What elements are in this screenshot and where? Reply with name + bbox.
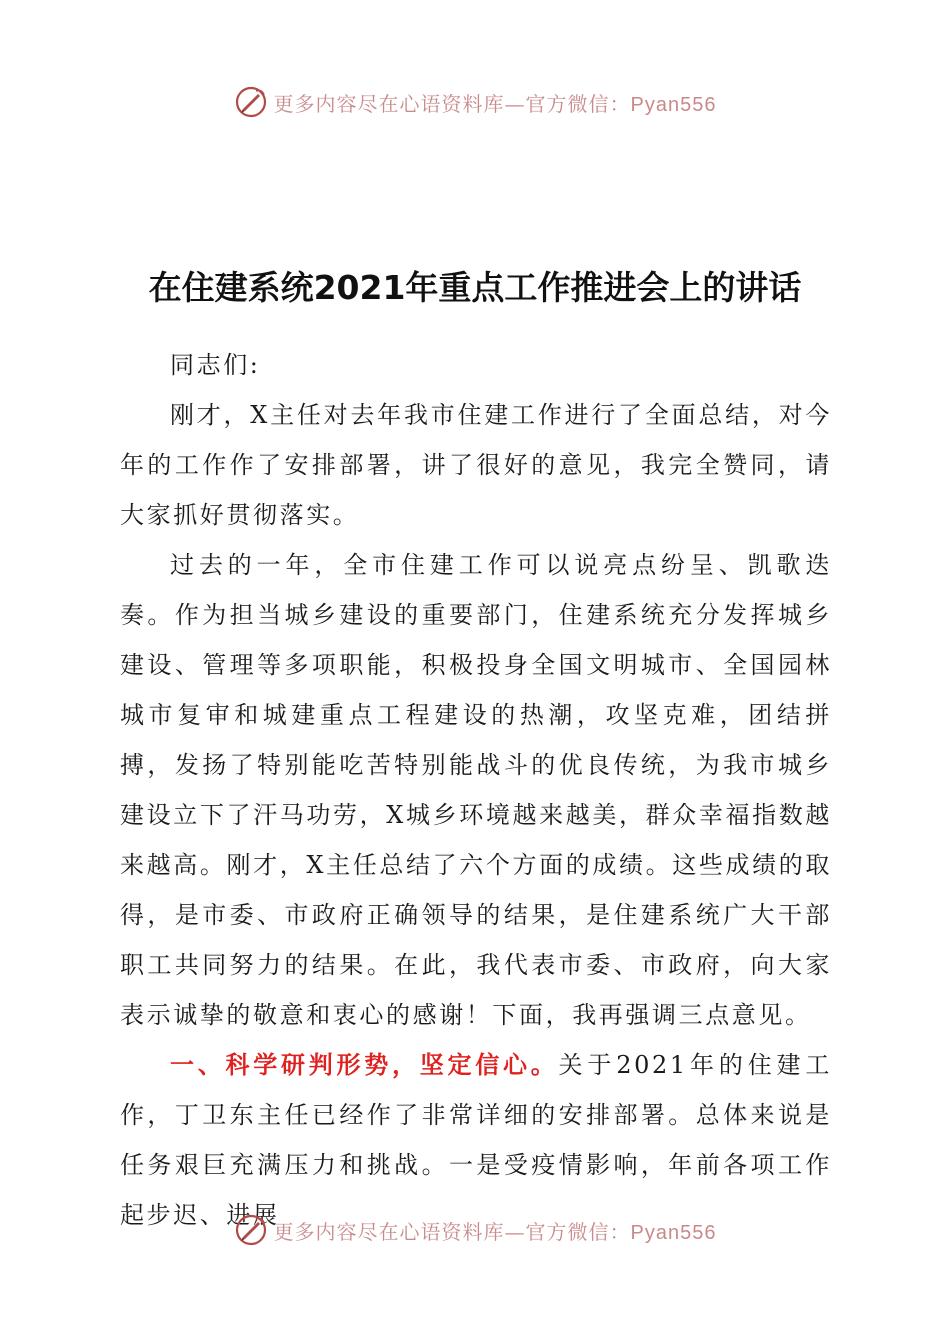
header-watermark [0,82,950,122]
document-title: 在住建系统2021年重点工作推进会上的讲话 [148,268,802,307]
paragraph: 刚才，X主任对去年我市住建工作进行了全面总结，对今年的工作作了安排部署，讲了很好的意见，我完全赞同，请大家抓好贯彻落实。 [120,401,832,529]
document-body [120,340,832,1240]
section-text: 关于2021年的住建工作，丁卫东主任已经作了非常详细的安排部署。总体来说是任务艰巨充满压力和挑战。一是受疫情影响，年前各项工作起步迟、进展 [120,1051,832,1229]
section-heading: 一、科学研判形势，坚定信心。 [170,1051,559,1079]
pen-circle-logo-icon [234,1213,268,1247]
paragraph: 过去的一年，全市住建工作可以说亮点纷呈、凯歌迭奏。作为担当城乡建设的重要部门，住建系统充分发挥城乡建设、管理等多项职能，积极投身全国文明城市、全国园林城市复审和城建重点工程建设的热潮，攻坚克难，团结拼搏，发扬了特别能吃苦特别能战斗的优良传统，为我市城乡建设立下了汗马功劳，X城乡环境越来越美，群众幸福指数越来越高。刚才，X主任总结了六个方面的成绩。这些成绩的取得，是市委、市政府正确领导的结果，是住建系统广大干部职工共同努力的结果。在此，我代表市委、市政府，向大家表示诚挚的敬意和衷心的感谢！下面，我再强调三点意见。 [120,551,832,1029]
watermark-text: 更多内容尽在心语资料库—官方微信：Pyan556 [273,1219,717,1244]
pen-circle-logo-icon [234,85,268,119]
salutation: 同志们: [170,351,261,379]
footer-watermark [0,1210,950,1250]
watermark-text: 更多内容尽在心语资料库—官方微信：Pyan556 [273,91,717,116]
